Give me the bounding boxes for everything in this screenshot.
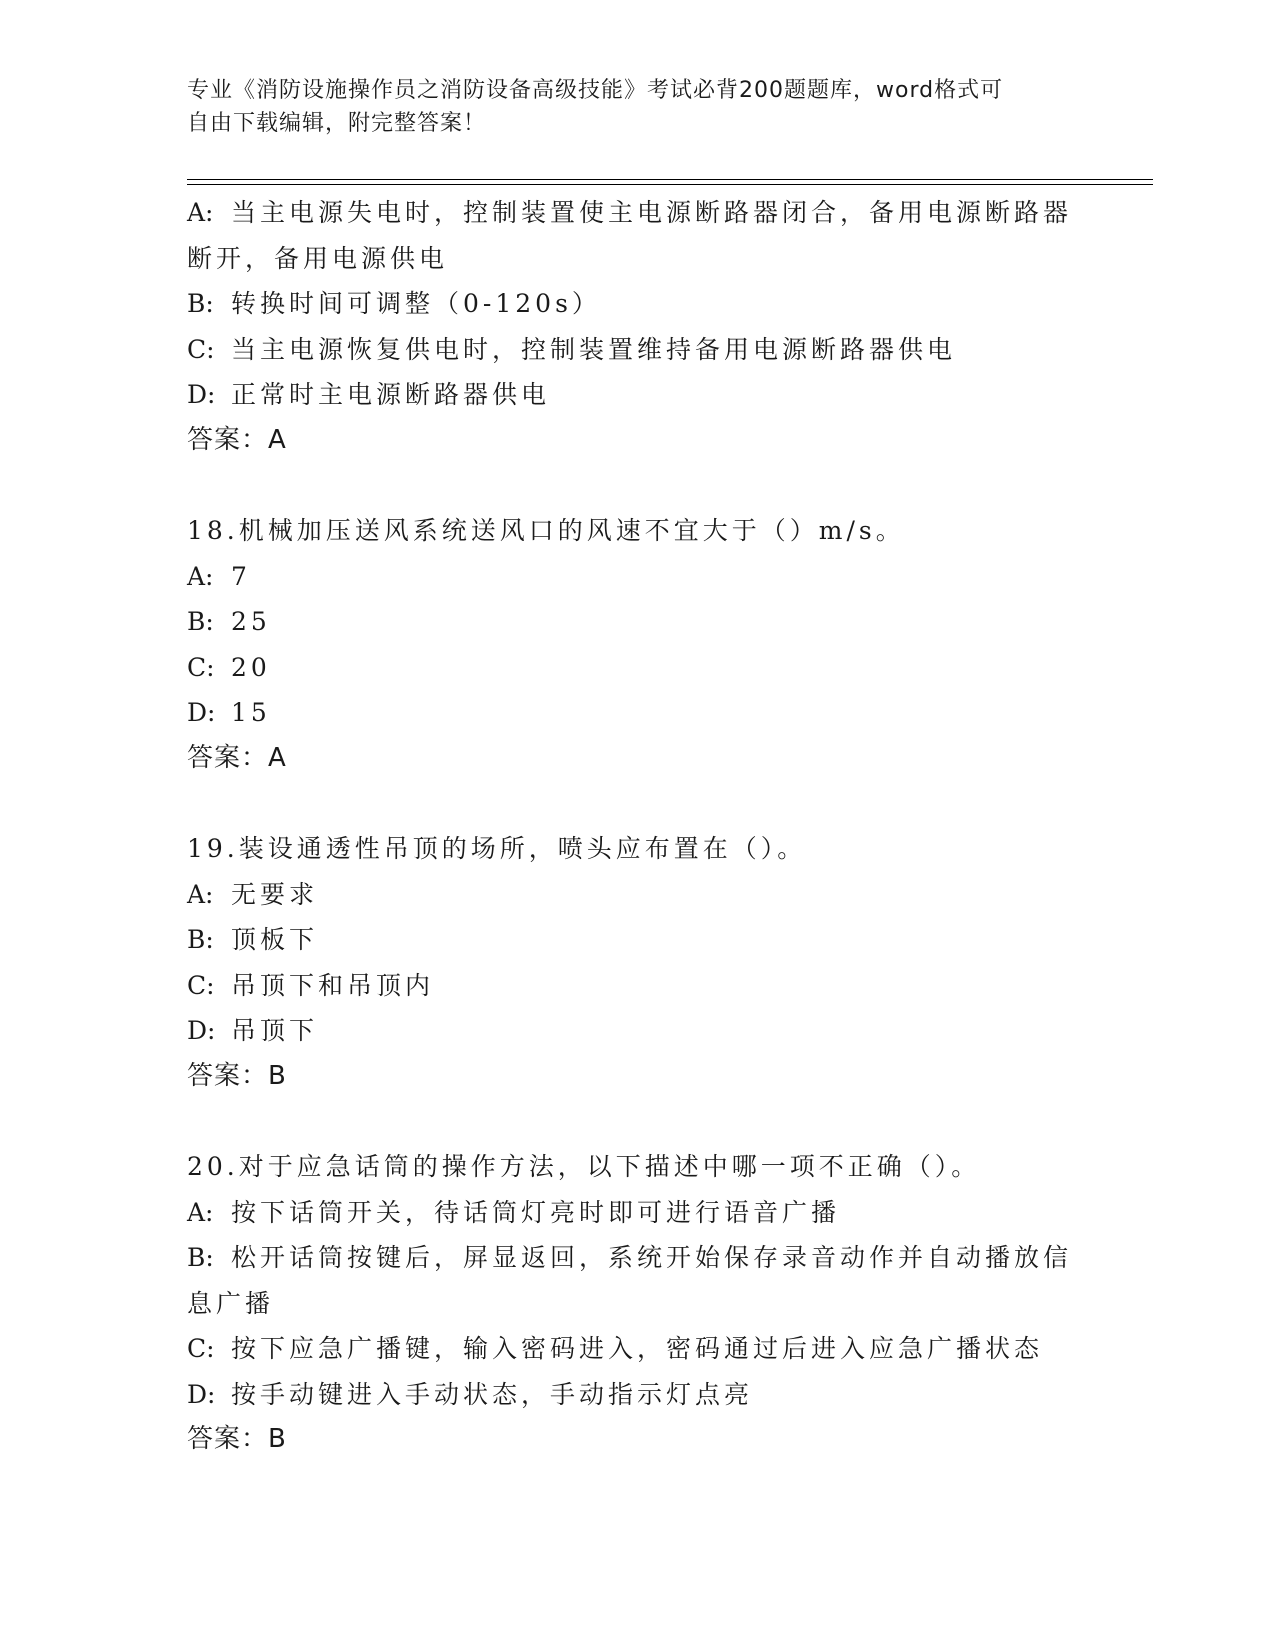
option-text: 吊顶下 xyxy=(231,1016,319,1045)
option-b xyxy=(187,1235,1087,1281)
option-label: D: xyxy=(187,1379,216,1409)
option-label: B: xyxy=(187,925,214,954)
spacer xyxy=(187,463,1087,508)
question-stem: 18.机械加压送风系统送风口的风速不宜大于（）m/s。 xyxy=(187,516,905,545)
answer-line: 答案：B xyxy=(187,1060,287,1091)
option-text: 转换时间可调整（0-120s） xyxy=(231,289,601,318)
option-label: A: xyxy=(187,198,214,227)
option-text: 25 xyxy=(231,607,271,636)
answer-line: 答案：B xyxy=(187,1424,287,1454)
option-text: 20 xyxy=(231,652,271,682)
option-label: C: xyxy=(187,652,215,682)
option-label: C: xyxy=(187,334,215,364)
option-d xyxy=(187,372,1087,418)
option-a xyxy=(187,872,1087,918)
option-a xyxy=(187,190,1087,236)
answer-line: 答案：A xyxy=(187,742,287,773)
option-a xyxy=(187,1190,1087,1236)
document-header xyxy=(187,74,1067,140)
question-18-block xyxy=(187,508,1087,781)
question-20-block xyxy=(187,1144,1087,1463)
option-text: 当主电源恢复供电时，控制装置维持备用电源断路器供电 xyxy=(231,334,957,364)
option-text: 7 xyxy=(231,561,251,591)
option-text: 无要求 xyxy=(231,879,319,909)
option-text: 松开话筒按键后，屏显返回，系统开始保存录音动作并自动播放信 xyxy=(231,1243,1073,1272)
option-label: C: xyxy=(187,970,215,1000)
header-rule-bottom xyxy=(187,184,1153,185)
spacer xyxy=(187,781,1087,826)
answer-line: 答案：A xyxy=(187,424,287,455)
option-c xyxy=(187,645,1087,691)
option-b-continued: 息广播 xyxy=(187,1288,275,1318)
option-label: A: xyxy=(187,1197,214,1227)
option-text: 顶板下 xyxy=(231,925,319,954)
header-line-1: 专业《消防设施操作员之消防设备高级技能》考试必背200题题库，word格式可 xyxy=(187,78,1004,103)
option-label: A: xyxy=(187,879,214,909)
option-a xyxy=(187,554,1087,600)
option-label: A: xyxy=(187,561,214,591)
option-a-continued: 断开，备用电源供电 xyxy=(187,243,449,273)
option-label: B: xyxy=(187,1243,214,1272)
option-b xyxy=(187,281,1087,327)
option-text: 按下话筒开关，待话筒灯亮时即可进行语音广播 xyxy=(231,1197,841,1227)
option-label: C: xyxy=(187,1334,215,1363)
option-label: B: xyxy=(187,607,214,636)
option-b xyxy=(187,599,1087,645)
option-label: D: xyxy=(187,1016,216,1045)
spacer xyxy=(187,1099,1087,1144)
question-17-block xyxy=(187,190,1087,463)
option-label: D: xyxy=(187,698,216,727)
option-c xyxy=(187,327,1087,373)
option-label: B: xyxy=(187,289,214,318)
option-d xyxy=(187,1372,1087,1418)
question-stem: 19.装设通透性吊顶的场所，喷头应布置在（）。 xyxy=(187,834,807,863)
option-text: 吊顶下和吊顶内 xyxy=(231,970,435,1000)
question-list xyxy=(187,190,1087,1463)
option-text: 按手动键进入手动状态，手动指示灯点亮 xyxy=(231,1379,754,1409)
question-19-block xyxy=(187,826,1087,1099)
option-d xyxy=(187,690,1087,736)
header-rule-top xyxy=(187,179,1153,180)
option-text: 当主电源失电时，控制装置使主电源断路器闭合，备用电源断路器 xyxy=(231,198,1073,227)
option-text: 按下应急广播键，输入密码进入，密码通过后进入应急广播状态 xyxy=(231,1334,1044,1363)
option-b xyxy=(187,917,1087,963)
header-line-2: 自由下载编辑，附完整答案！ xyxy=(187,111,487,136)
option-text: 正常时主电源断路器供电 xyxy=(231,380,551,409)
option-d xyxy=(187,1008,1087,1054)
option-c xyxy=(187,963,1087,1009)
option-text: 15 xyxy=(231,698,271,727)
option-label: D: xyxy=(187,380,216,409)
question-stem: 20.对于应急话筒的操作方法，以下描述中哪一项不正确（）。 xyxy=(187,1152,981,1181)
option-c xyxy=(187,1326,1087,1372)
